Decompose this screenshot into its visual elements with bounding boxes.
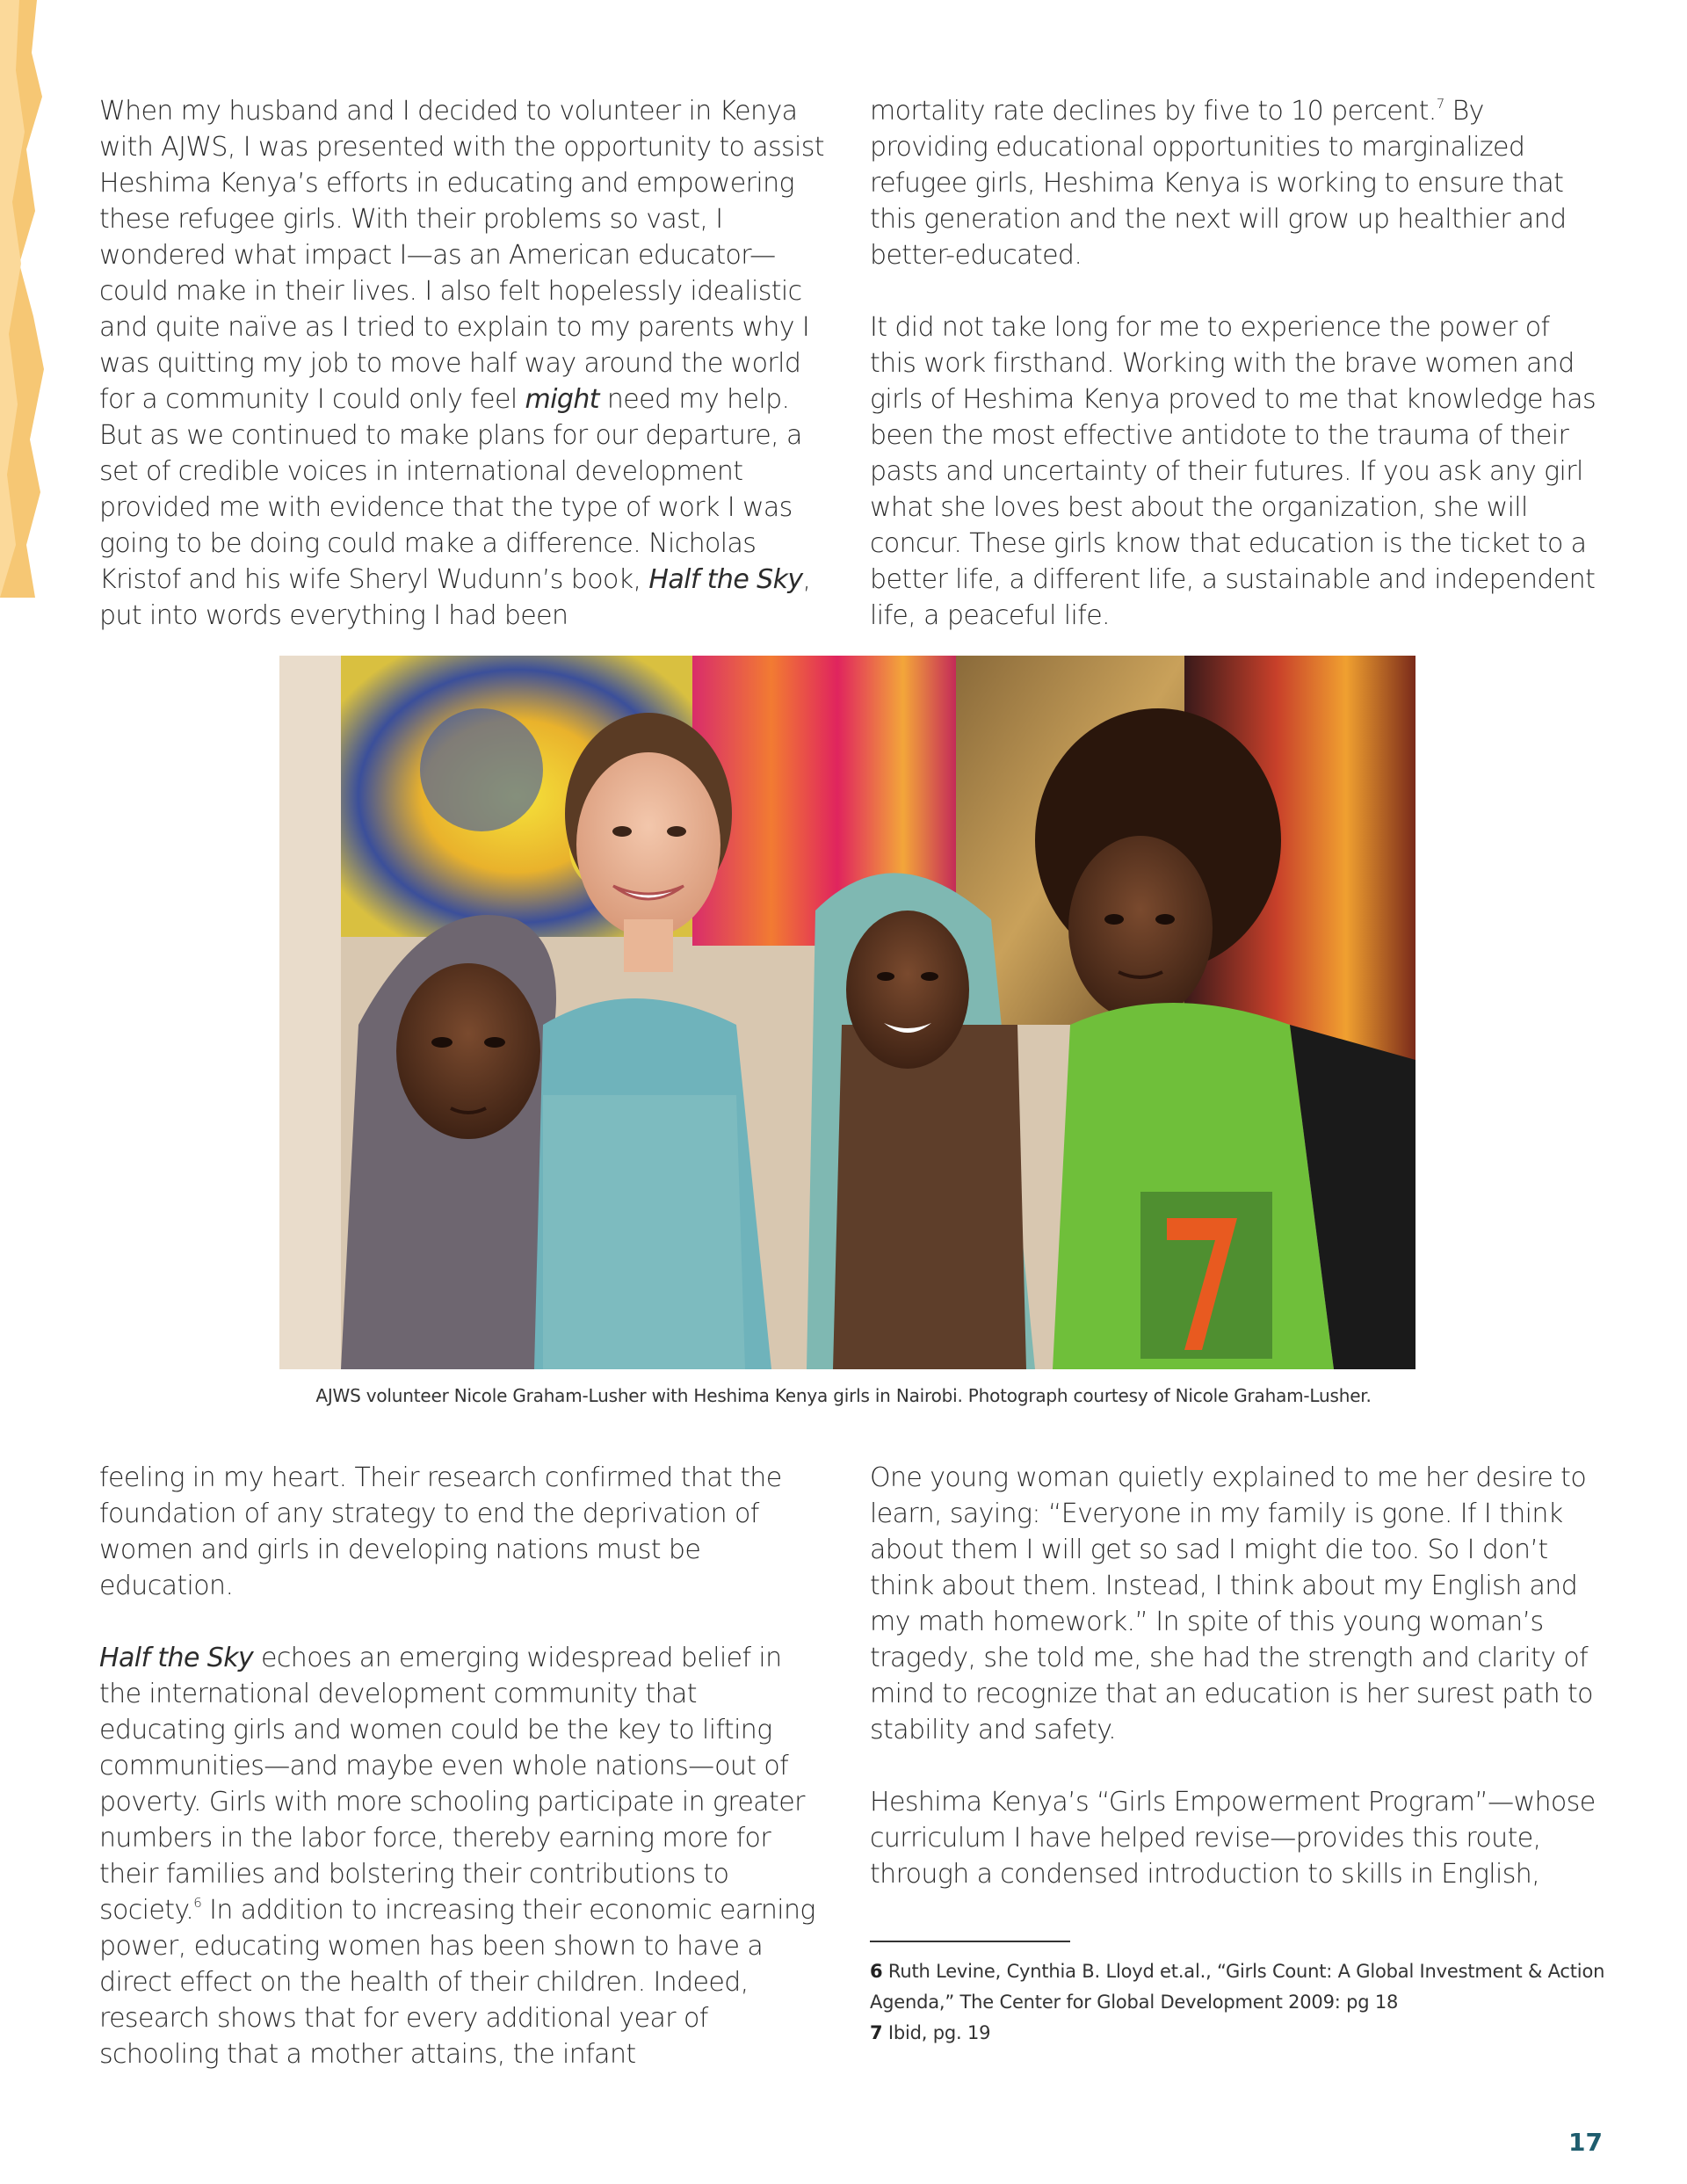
footnote-ref[interactable]: 7 — [1436, 96, 1444, 112]
photo — [279, 656, 1415, 1369]
paragraph: feeling in my heart. Their research confirmed that the foundation of any strategy to end the deprivation of women and girls in developing nations must be education. — [99, 1462, 782, 1601]
article-column-top-left — [99, 93, 829, 634]
footnote-7: 7 Ibid, pg. 19 — [870, 2022, 991, 2043]
decorative-edge — [0, 0, 53, 598]
footnote-6: 6 Ruth Levine, Cynthia B. Lloyd et.al., “Girls Count: A Global Investment & Action Agenda,” The Center for Global Development 2009: pg 18 — [870, 1961, 1605, 2013]
photo-caption: AJWS volunteer Nicole Graham-Lusher with Heshima Kenya girls in Nairobi. Photograph courtesy of Nicole Graham-Lusher. — [315, 1385, 1372, 1406]
book-title: Half the Sky — [99, 1643, 254, 1673]
footnote-ref[interactable]: 6 — [193, 1895, 202, 1911]
footnotes — [870, 1956, 1608, 2049]
article-column-bottom-right — [870, 1460, 1599, 1892]
paragraph: When my husband and I decided to volunteer in Kenya with AJWS, I was presented with the opportunity to assist Heshima Kenya’s efforts in educating and empowering these refugee girls. With their problems so vast, I wondered what impact I—as an American educator—could make in their lives. I also felt hopelessly idealistic and quite naïve as I tried to explain to my parents why I was quitting my job to move half way around the world for a community I could only feel might need my help. But as we continued to make plans for our departure, a set of credible voices in international development provided me with evidence that the type of work I was going to be doing could make a difference. Nicholas Kristof and his wife Sheryl Wudunn’s book, Half the Sky, put into words everything I had been — [99, 96, 824, 631]
footnote-divider — [870, 1941, 1070, 1942]
paragraph: Half the Sky echoes an emerging widespread belief in the international development community that educating girls and women could be the key to lifting communities—and maybe even whole nations—out of poverty. Girls with more schooling participate in greater numbers in the labor force, thereby earning more for their families and bolstering their contributions to society.$^6$ In addition to increasing their economic earning power, educating women has been shown to have a direct effect on the health of their children. Indeed, research shows that for every additional year of schooling that a mother attains, the infant — [99, 1643, 815, 2070]
emphasis: might — [525, 384, 599, 415]
paragraph: mortality rate declines by five to 10 percent.$^7$ By providing educational opportunities to marginalized refugee girls, Heshima Kenya is working to ensure that this generation and the next will grow up healthier and better-educated. — [870, 96, 1567, 271]
page-number: 17 — [1568, 2128, 1603, 2157]
paragraph: It did not take long for me to experience the power of this work firsthand. Working with the brave women and girls of Heshima Kenya proved to me that knowledge has been the most effective antidote to the trauma of their pasts and uncertainty of their futures. If you ask any girl what she loves best about the organization, she will concur. These girls know that education is the ticket to a better life, a different life, a sustainable and independent life, a peaceful life. — [870, 312, 1596, 631]
photo-illustration — [279, 656, 1415, 1369]
book-title: Half the Sky — [648, 564, 803, 595]
paragraph: One young woman quietly explained to me her desire to learn, saying: “Everyone in my family is gone. If I think about them I will get so sad I might die too. So I don’t think about them. Instead, I think about my English and my math homework.” In spite of this young woman’s tragedy, she told me, she had the strength and clarity of mind to recognize that an education is her surest path to stability and safety. — [870, 1462, 1593, 1745]
paragraph: Heshima Kenya’s “Girls Empowerment Program”—whose curriculum I have helped revise—provides this route, through a condensed introduction to skills in English, — [870, 1787, 1596, 1890]
article-column-bottom-left — [99, 1460, 829, 2072]
article-column-top-right — [870, 93, 1599, 634]
